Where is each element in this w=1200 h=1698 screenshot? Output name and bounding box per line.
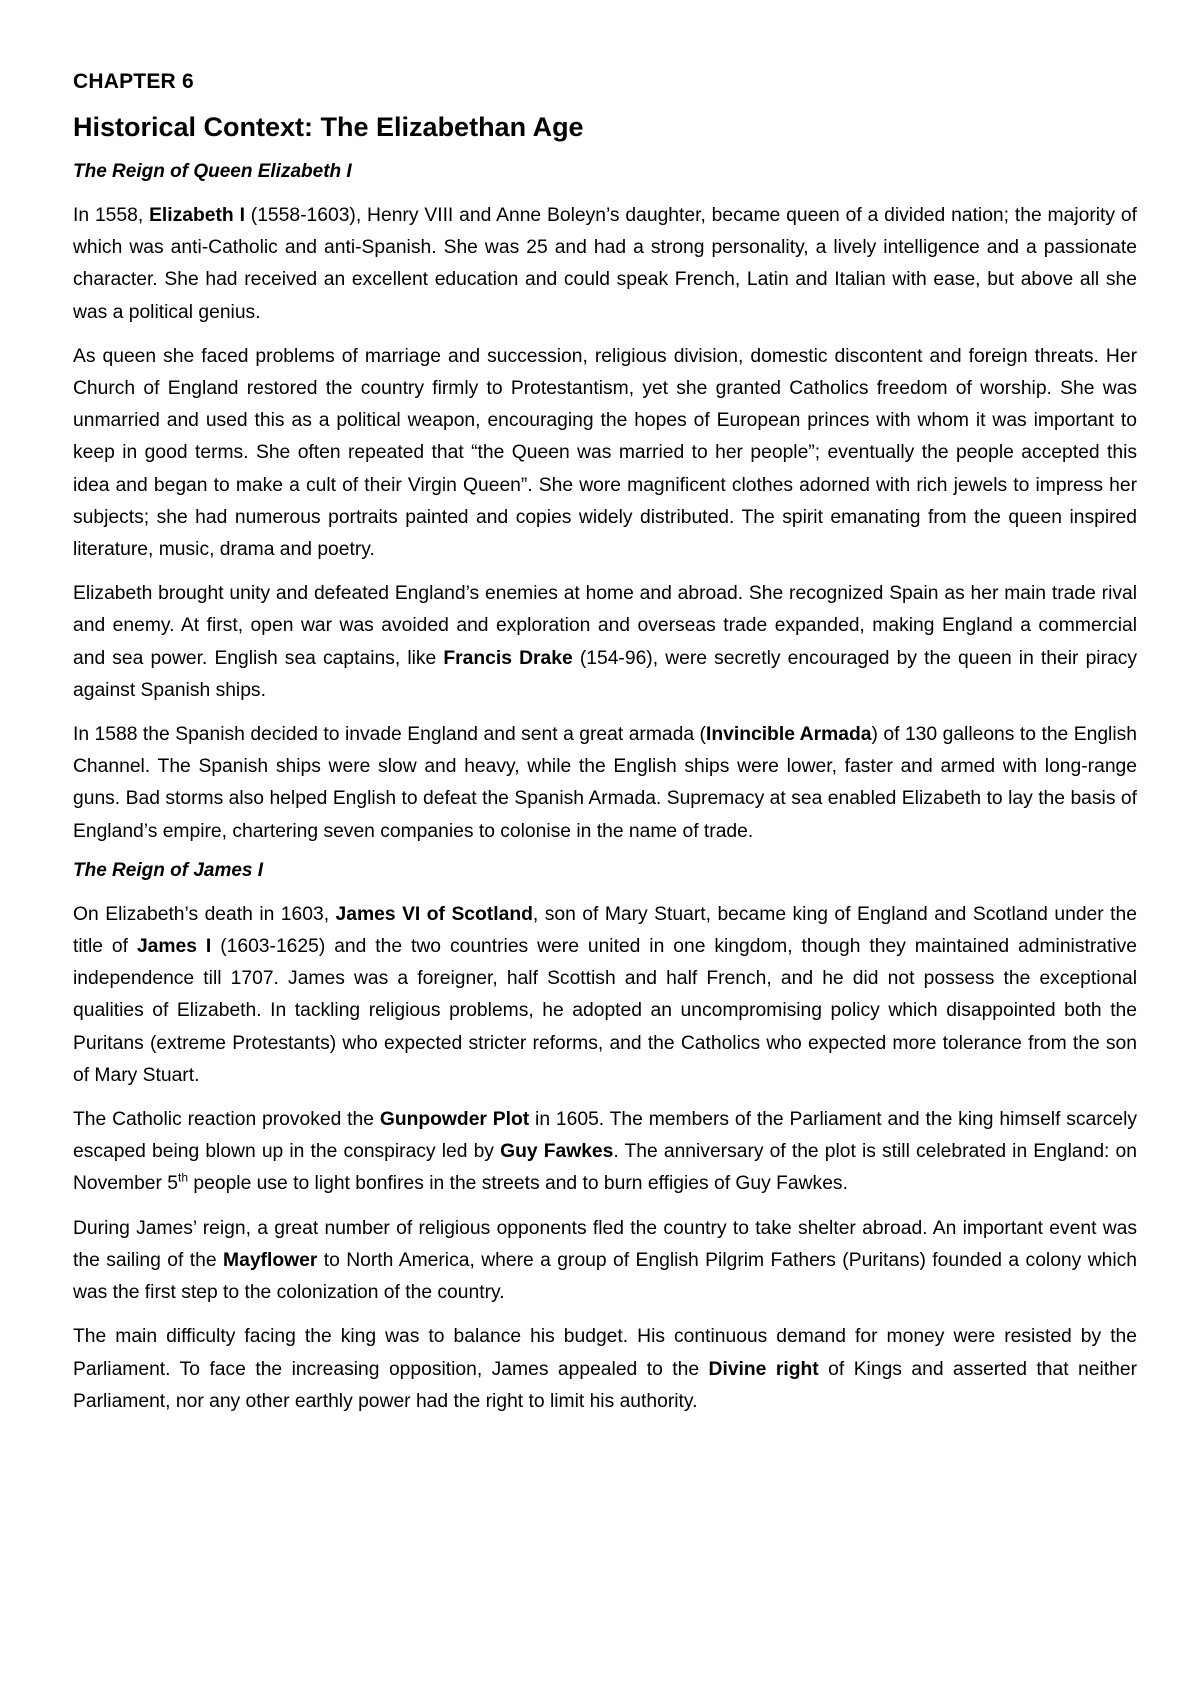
section-heading-james: The Reign of James I — [73, 859, 264, 881]
paragraph: The Catholic reaction provoked the Gunpowder Plot in 1605. The members of the Parliament and the king himself scarcely escaped being blown up in the conspiracy led by Guy Fawkes. The anniversary of the plot is still celebrated in England: on November 5th people use to light bonfires in the streets and to burn effigies of Guy Fawkes. — [73, 1109, 1137, 1195]
page-title: Historical Context: The Elizabethan Age — [73, 112, 584, 142]
bold-term: Invincible Armada — [705, 724, 872, 746]
superscript: th — [178, 1171, 189, 1186]
bold-term: Elizabeth I — [149, 205, 245, 226]
bold-term: Francis Drake — [443, 647, 573, 669]
bold-term: James VI of Scotland — [335, 903, 533, 925]
paragraph: In 1558, Elizabeth I (1558-1603), Henry VIII and Anne Boleyn’s daughter, became queen of a divided nation; the majority of which was anti-Catholic and anti-Spanish. She was 25 and had a strong personality, a lively intelligence and a passionate character. She had received an excellent education and could speak French, Latin and Italian with ease, but above all she was a political genius. — [73, 205, 1137, 323]
document-page — [73, 70, 1137, 1430]
bold-term: Mayflower — [223, 1249, 318, 1271]
bold-term: Gunpowder Plot — [379, 1109, 530, 1131]
bold-term: Guy Fawkes — [500, 1141, 614, 1163]
paragraph: Elizabeth brought unity and defeated England’s enemies at home and abroad. She recognized Spain as her main trade rival and enemy. At first, open war was avoided and exploration and overseas trade expanded, making England a commercial and sea power. English sea captains, like Francis Drake (154-96), were secretly encouraged by the queen in their piracy against Spanish ships. — [73, 583, 1138, 701]
paragraph: During James’ reign, a great number of religious opponents fled the country to take shelter abroad. An important event was the sailing of the Mayflower to North America, where a group of English Pilgrim Fathers (Puritans) founded a colony which was the first step to the colonization of the country. — [73, 1217, 1137, 1304]
paragraph: The main difficulty facing the king was to balance his budget. His continuous demand for money were resisted by the Parliament. To face the increasing opposition, James appealed to the Divine right of Kings and asserted that neither Parliament, nor any other earthly power had the right to limit his authority. — [73, 1326, 1137, 1412]
paragraph: In 1588 the Spanish decided to invade England and sent a great armada (Invincible Armada) of 130 galleons to the English Channel. The Spanish ships were slow and heavy, while the English ships were lower, faster and armed with long-range guns. Bad storms also helped English to defeat the Spanish Armada. Supremacy at sea enabled Elizabeth to lay the basis of England’s empire, chartering seven companies to colonise in the name of trade. — [73, 724, 1137, 842]
bold-term: James I — [136, 936, 212, 958]
section-heading-elizabeth: The Reign of Queen Elizabeth I — [73, 161, 352, 182]
chapter-label: CHAPTER 6 — [73, 70, 194, 93]
paragraph: On Elizabeth’s death in 1603, James VI of Scotland, son of Mary Stuart, became king of England and Scotland under the title of James I (1603-1625) and the two countries were united in one kingdom, though they maintained administrative independence till 1707. James was a foreigner, half Scottish and half French, and he did not possess the exceptional qualities of Elizabeth. In tackling religious problems, he adopted an uncompromising policy which disappointed both the Puritans (extreme Protestants) who expected stricter reforms, and the Catholics who expected more tolerance from the son of Mary Stuart. — [73, 903, 1137, 1086]
paragraph: As queen she faced problems of marriage and succession, religious division, domestic discontent and foreign threats. Her Church of England restored the country firmly to Protestantism, yet she granted Catholics freedom of worship. She was unmarried and used this as a political weapon, encouraging the hopes of European princes with whom it was important to keep in good terms. She often repeated that “the Queen was married to her people”; eventually the people accepted this idea and began to make a cult of their Virgin Queen”. She wore magnificent clothes adorned with rich jewels to impress her subjects; she had numerous portraits painted and copies widely distributed. The spirit emanating from the queen inspired literature, music, drama and poetry. — [73, 345, 1137, 561]
bold-term: Divine right — [708, 1358, 819, 1380]
